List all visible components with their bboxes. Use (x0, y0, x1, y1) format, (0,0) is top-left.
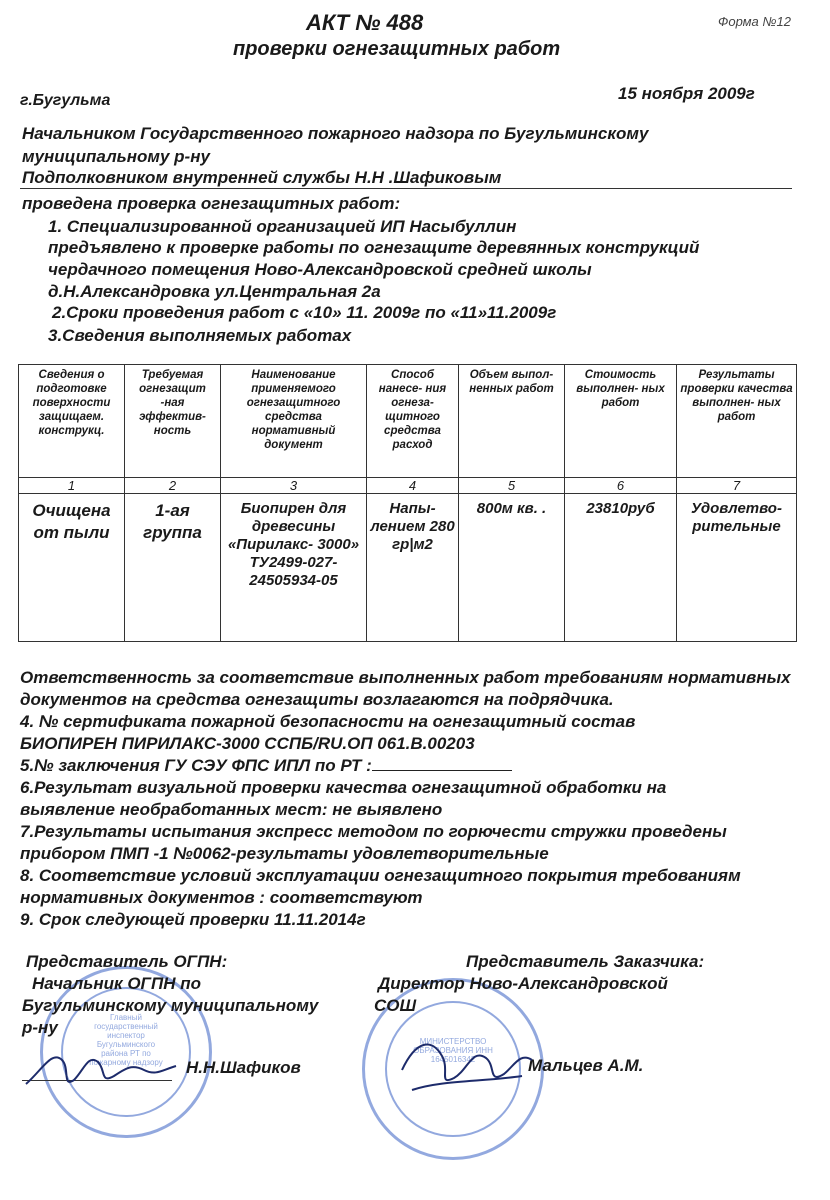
act-title: АКТ № 488 (306, 10, 424, 35)
intro-line-1: Начальником Государственного пожарного надзора по Бугульминскому (22, 124, 649, 143)
intro-line-3: Подполковником внутренней службы Н.Н .Шафиковым (22, 168, 502, 187)
city: г.Бугульма (20, 92, 111, 109)
right-signatory-title: Представитель Заказчика: (466, 952, 705, 971)
col-header: Требуемая огнезащит -ная эффектив- ность (125, 365, 221, 478)
left-signatory-position-1: Начальник ОГПН по (32, 974, 201, 993)
left-signatory-title: Представитель ОГПН: (26, 952, 228, 971)
table-cell: 1-ая группа (125, 494, 221, 642)
ogpn-stamp-text: Главный государственный инспектор Бугульминского района РТ по пожарному надзору (89, 1013, 163, 1067)
act-date: 15 ноября 2009г (618, 84, 755, 103)
para-5 (20, 756, 512, 776)
intro-line-4: проведена проверка огнезащитных работ: (22, 194, 401, 213)
para-4: 4. № сертификата пожарной безопасности на огнезащитный состав (20, 712, 636, 731)
col-header: Сведения о подготовке поверхности защищаем. конструкц. (19, 365, 125, 478)
left-signatory-position-3: р-ну (22, 1018, 58, 1037)
table-cell: Биопирен для древесины «Пирилакс- 3000» ТУ2499-027- 24505934-05 (221, 494, 367, 642)
item-1b: предъявлено к проверке работы по огнезащите деревянных конструкций (48, 238, 700, 257)
works-table (18, 364, 797, 642)
col-number: 3 (221, 478, 367, 494)
col-number: 5 (459, 478, 565, 494)
col-header: Наименование применяемого огнезащитного средства нормативный документ (221, 365, 367, 478)
col-header: Объем выпол- ненных работ (459, 365, 565, 478)
intro-line-2: муниципальному р-ну (22, 147, 210, 166)
item-1c: чердачного помещения Ново-Александровской средней школы (48, 260, 592, 279)
table-cell: 800м кв. . (459, 494, 565, 642)
para-5-text: 5.№ заключения ГУ СЭУ ФПС ИПЛ по РТ : (20, 756, 372, 775)
right-signatory-position-2: СОШ (374, 996, 417, 1015)
col-header: Стоимость выполнен- ных работ (565, 365, 677, 478)
para-responsibility-2: документов на средства огнезащиты возлагаются на подрядчика. (20, 690, 614, 709)
right-signature (392, 1030, 542, 1100)
intro-underline (20, 188, 792, 189)
para-7: 7.Результаты испытания экспресс методом по горючести стружки проведены (20, 822, 727, 841)
para-4b: БИОПИРЕН ПИРИЛАКС-3000 ССПБ/RU.ОП 061.В.00203 (20, 734, 475, 753)
item-1: 1. Специализированной организацией ИП Насыбуллин (48, 217, 517, 236)
school-stamp-text: МИНИСТЕРСТВО ОБРАЗОВАНИЯ ИНН 1645016342 (413, 1037, 493, 1064)
left-signatory-name: Н.Н.Шафиков (186, 1058, 301, 1077)
right-signatory-position-1: Директор Ново-Александровской (378, 974, 668, 993)
col-header: Результаты проверки качества выполнен- ных работ (677, 365, 797, 478)
table-cell: Очищена от пыли (19, 494, 125, 642)
col-header: Способ нанесе- ния огнеза- щитного средства расход (367, 365, 459, 478)
para-8: 8. Соответствие условий эксплуатации огнезащитного покрытия требованиям (20, 866, 741, 885)
para-6: 6.Результат визуальной проверки качества огнезащитной обработки на (20, 778, 667, 797)
table-cell: Удовлетво- рительные (677, 494, 797, 642)
para-6b: выявление необработанных мест: не выявлено (20, 800, 443, 819)
left-signature (22, 1040, 182, 1100)
para-9: 9. Срок следующей проверки 11.11.2014г (20, 910, 366, 929)
col-number: 7 (677, 478, 797, 494)
act-subtitle: проверки огнезащитных работ (233, 38, 561, 60)
item-3: 3.Сведения выполняемых работах (48, 326, 352, 345)
para-responsibility: Ответственность за соответствие выполненных работ требованиям нормативных (20, 668, 791, 687)
col-number: 1 (19, 478, 125, 494)
col-number: 4 (367, 478, 459, 494)
left-signatory-position-2: Бугульминскому муниципальному (22, 996, 319, 1015)
item-1d: д.Н.Александровка ул.Центральная 2а (48, 282, 381, 301)
table-cell: 23810руб (565, 494, 677, 642)
right-signatory-name: Мальцев А.М. (528, 1056, 644, 1075)
blank-line (372, 756, 512, 771)
table-cell: Напы- лением 280 гр|м2 (367, 494, 459, 642)
col-number: 2 (125, 478, 221, 494)
form-number: Форма №12 (718, 14, 791, 29)
item-2: 2.Сроки проведения работ с «10» 11. 2009г по «11»11.2009г (52, 303, 557, 322)
para-7b: прибором ПМП -1 №0062-результаты удовлетворительные (20, 844, 549, 863)
para-8b: нормативных документов : соответствуют (20, 888, 423, 907)
col-number: 6 (565, 478, 677, 494)
